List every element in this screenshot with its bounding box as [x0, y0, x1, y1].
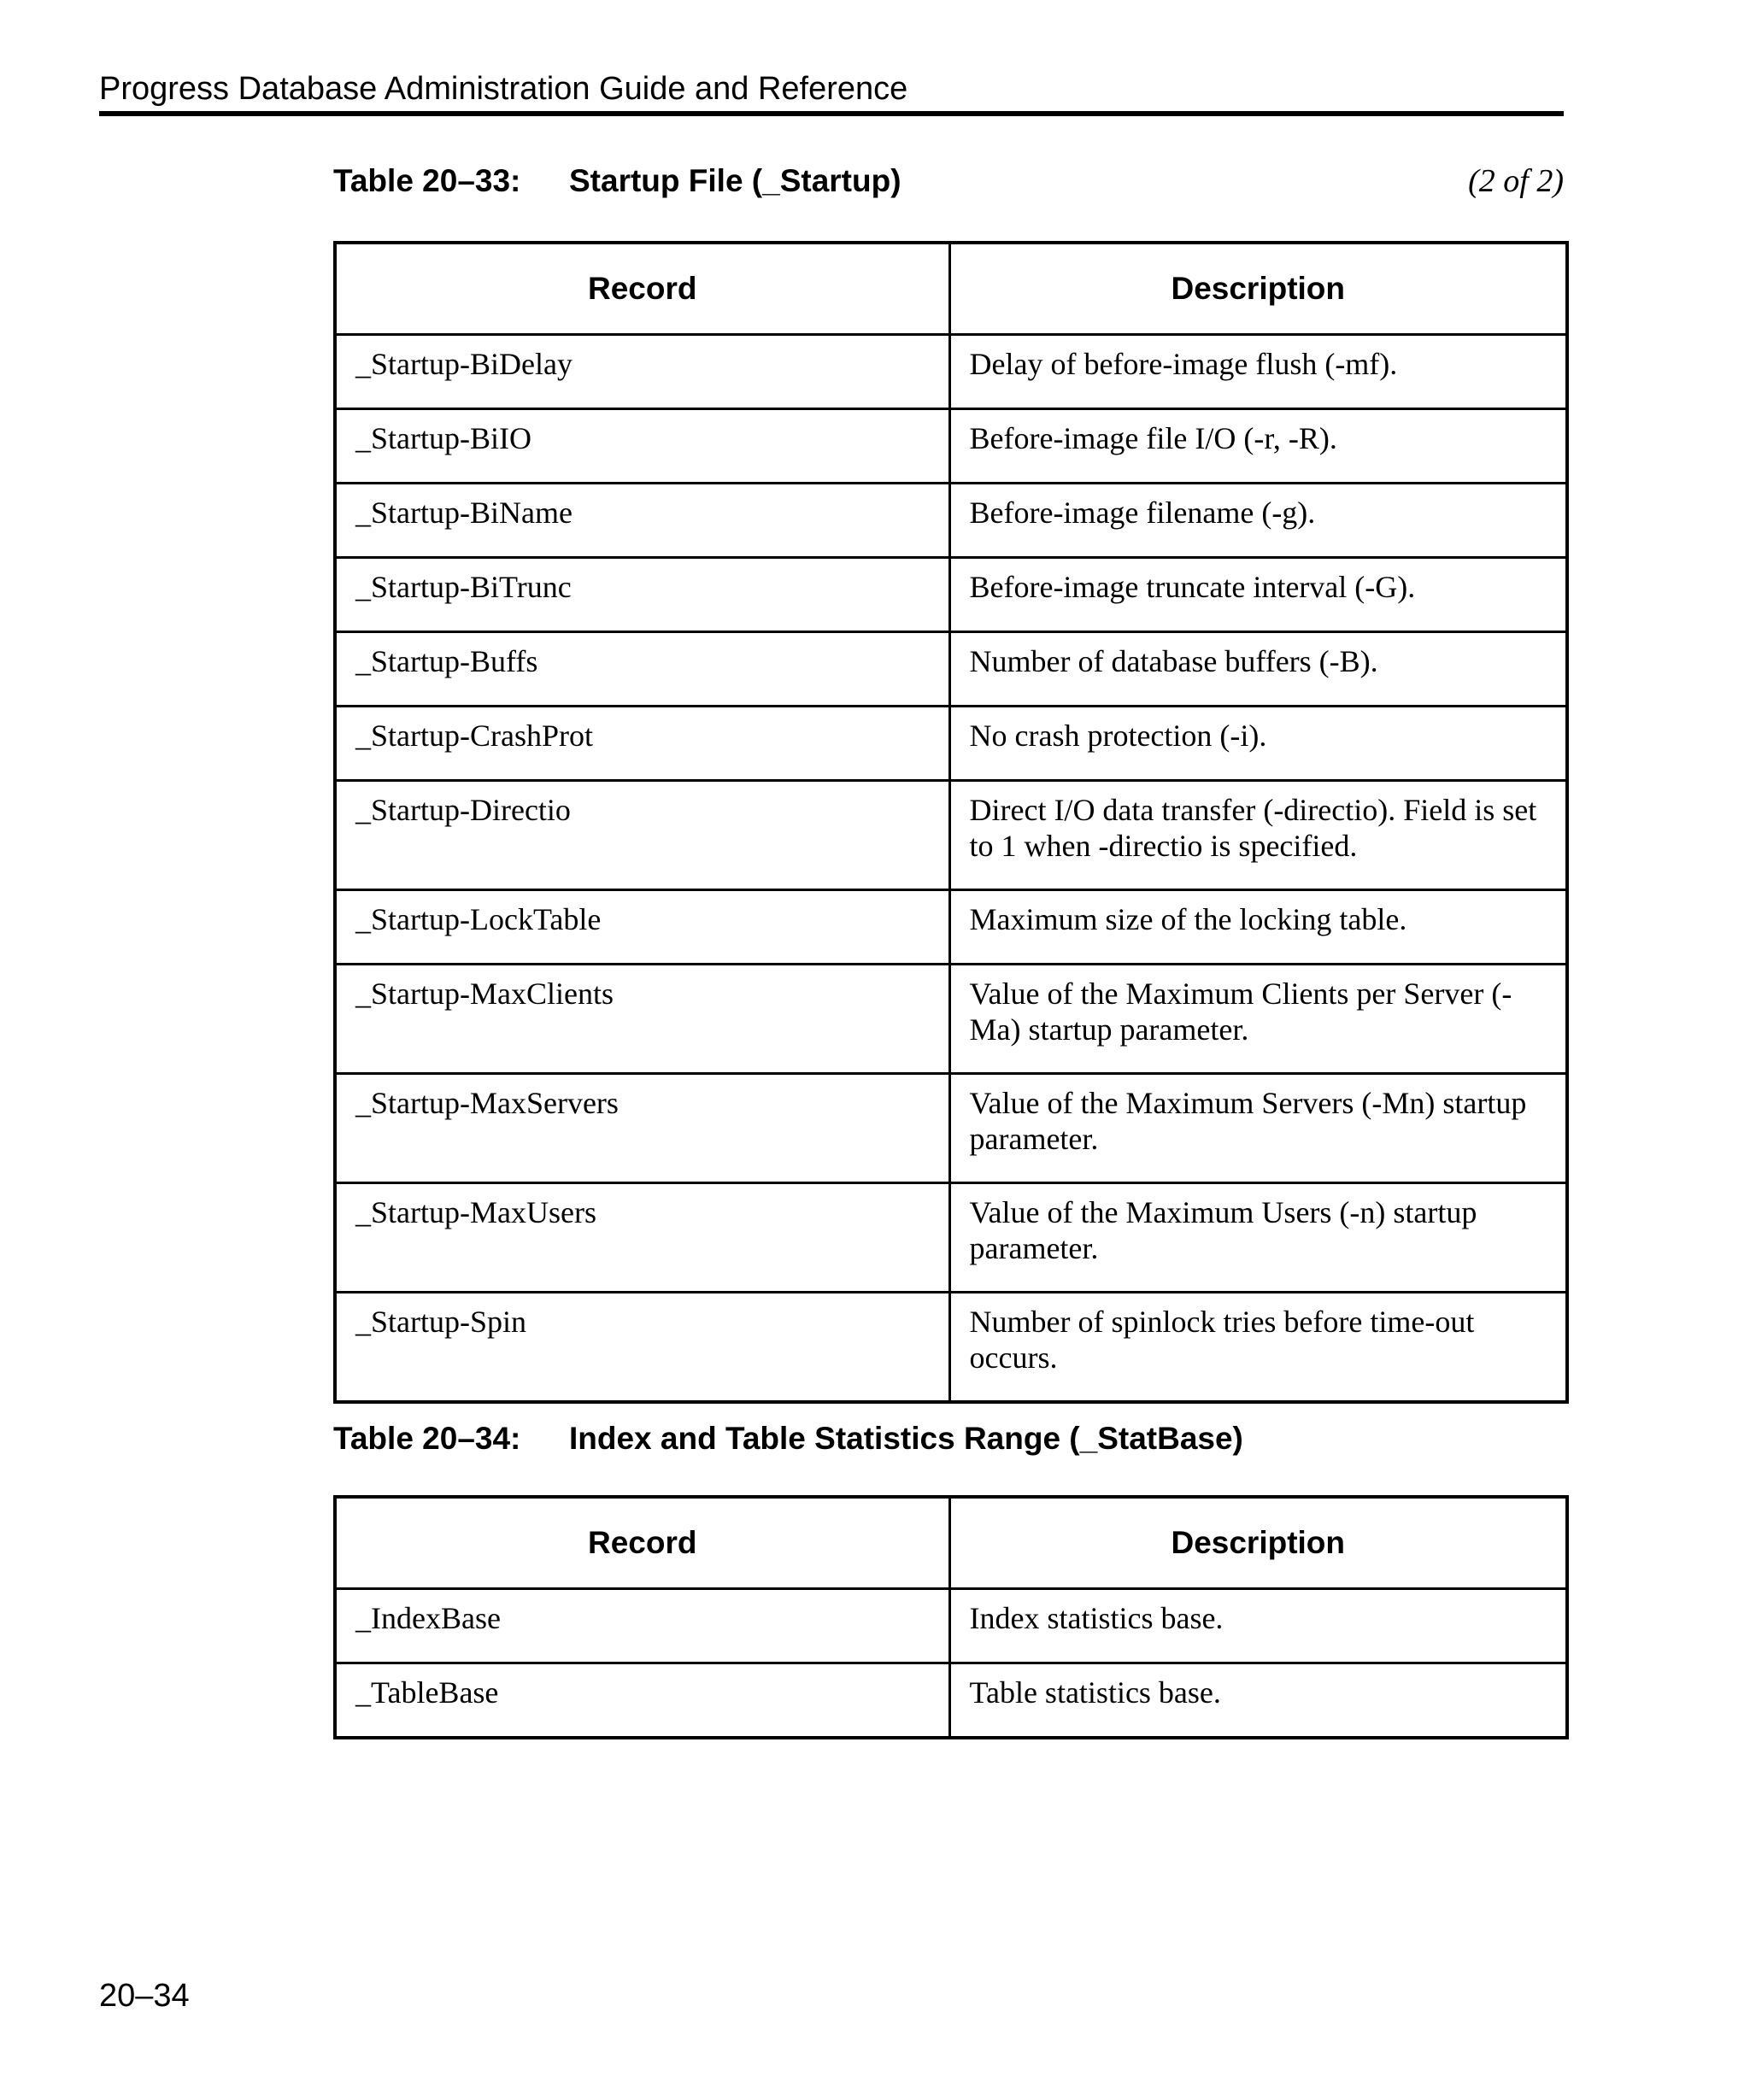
column-header-description: Description — [949, 243, 1567, 335]
table-continuation: (2 of 2) — [1468, 163, 1564, 199]
table-caption — [333, 159, 1564, 203]
running-header: Progress Database Administration Guide and Reference — [99, 71, 908, 107]
description-cell: Before-image file I/O (-r, -R). — [949, 409, 1567, 484]
table-row — [335, 558, 1567, 632]
table-row — [335, 1074, 1567, 1183]
description-cell: Maximum size of the locking table. — [949, 890, 1567, 965]
record-cell: _Startup-BiTrunc — [335, 558, 949, 632]
table-row — [335, 335, 1567, 409]
table-header-row — [335, 1497, 1567, 1589]
record-cell: _Startup-BiDelay — [335, 335, 949, 409]
record-cell: _TableBase — [335, 1663, 949, 1739]
table-number: Table 20–34: — [333, 1421, 521, 1456]
table-row — [335, 1183, 1567, 1293]
table-row — [335, 1293, 1567, 1403]
description-cell: Before-image filename (-g). — [949, 484, 1567, 558]
table-row — [335, 409, 1567, 484]
record-cell: _Startup-CrashProt — [335, 707, 949, 781]
table-number: Table 20–33: — [333, 163, 521, 198]
record-cell: _Startup-BiIO — [335, 409, 949, 484]
table-title: Startup File (_Startup) — [569, 163, 901, 198]
startup-table — [333, 241, 1569, 1404]
record-cell: _Startup-LockTable — [335, 890, 949, 965]
description-cell: Table statistics base. — [949, 1663, 1567, 1739]
table-row — [335, 707, 1567, 781]
record-cell: _Startup-MaxClients — [335, 965, 949, 1074]
column-header-record: Record — [335, 1497, 949, 1589]
column-header-record: Record — [335, 243, 949, 335]
table-row — [335, 1663, 1567, 1739]
description-cell: Before-image truncate interval (-G). — [949, 558, 1567, 632]
record-cell: _IndexBase — [335, 1589, 949, 1663]
table-row — [335, 890, 1567, 965]
description-cell: Value of the Maximum Clients per Server (-Ma) startup parameter. — [949, 965, 1567, 1074]
statbase-table — [333, 1495, 1569, 1739]
description-cell: Delay of before-image flush (-mf). — [949, 335, 1567, 409]
table-row — [335, 632, 1567, 707]
table-row — [335, 965, 1567, 1074]
table-row — [335, 484, 1567, 558]
record-cell: _Startup-Directio — [335, 781, 949, 890]
table-header-row — [335, 243, 1567, 335]
record-cell: _Startup-MaxUsers — [335, 1183, 949, 1293]
record-cell: _Startup-Spin — [335, 1293, 949, 1403]
table-caption — [333, 1417, 1564, 1461]
description-cell: Number of spinlock tries before time-out occurs. — [949, 1293, 1567, 1403]
description-cell: Number of database buffers (-B). — [949, 632, 1567, 707]
record-cell: _Startup-Buffs — [335, 632, 949, 707]
table-row — [335, 1589, 1567, 1663]
table-row — [335, 781, 1567, 890]
description-cell: Value of the Maximum Users (-n) startup parameter. — [949, 1183, 1567, 1293]
description-cell: Value of the Maximum Servers (-Mn) startup parameter. — [949, 1074, 1567, 1183]
column-header-description: Description — [949, 1497, 1567, 1589]
table-title: Index and Table Statistics Range (_StatBase) — [569, 1421, 1243, 1456]
description-cell: Direct I/O data transfer (-directio). Field is set to 1 when -directio is specified. — [949, 781, 1567, 890]
record-cell: _Startup-MaxServers — [335, 1074, 949, 1183]
description-cell: No crash protection (-i). — [949, 707, 1567, 781]
header-rule — [99, 111, 1564, 116]
record-cell: _Startup-BiName — [335, 484, 949, 558]
page-number: 20–34 — [99, 1978, 190, 2014]
description-cell: Index statistics base. — [949, 1589, 1567, 1663]
